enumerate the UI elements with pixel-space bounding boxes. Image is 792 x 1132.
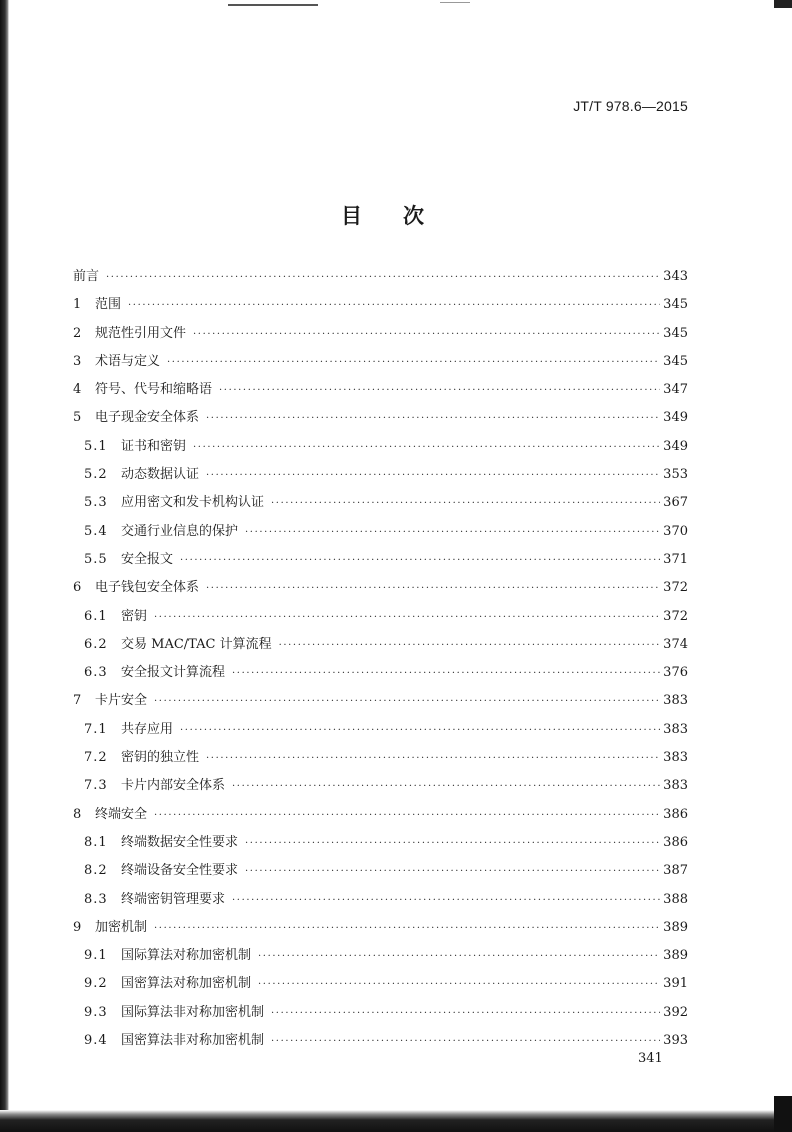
toc-entry-leader-dots bbox=[245, 858, 660, 886]
toc-entry-number: 8.2 bbox=[84, 863, 108, 879]
toc-entry-page: 383 bbox=[663, 778, 688, 794]
toc-entry-number: 5.3 bbox=[84, 495, 108, 511]
toc-entry[interactable] bbox=[73, 489, 688, 517]
toc-entry-number: 8 bbox=[73, 806, 82, 822]
toc-entry-page: 387 bbox=[663, 863, 688, 879]
toc-entry-page: 345 bbox=[663, 353, 688, 369]
toc-entry-leader-dots bbox=[154, 688, 660, 716]
toc-entry-leader-dots bbox=[106, 264, 660, 292]
toc-entry-number: 9 bbox=[73, 919, 82, 935]
toc-entry-leader-dots bbox=[232, 773, 660, 801]
toc-entry-label: 终端数据安全性要求 bbox=[121, 834, 239, 850]
toc-entry[interactable] bbox=[73, 1027, 688, 1055]
toc-entry-number: 9.3 bbox=[84, 1004, 108, 1020]
toc-entry-leader-dots bbox=[232, 887, 660, 915]
toc-entry[interactable] bbox=[73, 461, 688, 489]
toc-title-char-1: 目 bbox=[341, 204, 362, 228]
toc-entry-page: 349 bbox=[663, 410, 688, 426]
toc-entry-leader-dots bbox=[180, 547, 660, 575]
toc-entry-leader-dots bbox=[206, 575, 660, 603]
toc-entry-number: 5.4 bbox=[84, 523, 108, 539]
toc-entry-label: 交通行业信息的保护 bbox=[121, 523, 239, 539]
toc-entry-page: 391 bbox=[663, 976, 688, 992]
toc-entry-leader-dots bbox=[271, 1028, 660, 1056]
toc-entry-page: 371 bbox=[663, 551, 688, 567]
toc-entry[interactable] bbox=[73, 687, 688, 715]
toc-entry[interactable] bbox=[73, 404, 688, 432]
toc-entry-label: 交易 MAC/TAC 计算流程 bbox=[121, 636, 272, 652]
toc-entry-leader-dots bbox=[245, 830, 660, 858]
toc-entry-label: 卡片内部安全体系 bbox=[121, 778, 226, 794]
toc-entry-page: 345 bbox=[663, 297, 688, 313]
toc-entry[interactable] bbox=[73, 320, 688, 348]
scan-edge-bottom bbox=[0, 1110, 792, 1132]
toc-entry-label: 动态数据认证 bbox=[121, 467, 200, 483]
toc-entry-leader-dots bbox=[193, 321, 660, 349]
toc-entry[interactable] bbox=[73, 999, 688, 1027]
toc-entry-leader-dots bbox=[258, 943, 660, 971]
scan-edge-top-right bbox=[774, 0, 792, 8]
toc-entry-page: 383 bbox=[663, 721, 688, 737]
toc-entry-page: 374 bbox=[663, 636, 688, 652]
toc-entry-label: 前言 bbox=[73, 269, 100, 284]
toc-entry-page: 372 bbox=[663, 580, 688, 596]
toc-entry-label: 终端设备安全性要求 bbox=[121, 863, 239, 879]
toc-entry-number: 9.1 bbox=[84, 948, 108, 964]
toc-entry-number: 7.3 bbox=[84, 778, 108, 794]
toc-entry-number: 9.2 bbox=[84, 976, 108, 992]
toc-entry-number: 5.5 bbox=[84, 551, 108, 567]
toc-entry-number: 6.1 bbox=[84, 608, 108, 624]
toc-entry-number: 6.3 bbox=[84, 665, 108, 681]
toc-entry-number: 9.4 bbox=[84, 1033, 108, 1049]
toc-entry[interactable] bbox=[73, 970, 688, 998]
toc-entry-label: 电子钱包安全体系 bbox=[95, 580, 200, 596]
toc-entry-leader-dots bbox=[154, 915, 660, 943]
toc-entry-leader-dots bbox=[206, 405, 660, 433]
toc-entry-label: 密钥 bbox=[121, 608, 148, 624]
toc-entry-label: 国密算法非对称加密机制 bbox=[121, 1033, 265, 1049]
toc-entry-number: 6 bbox=[73, 580, 82, 596]
toc-entry[interactable] bbox=[73, 376, 688, 404]
toc-entry-leader-dots bbox=[219, 377, 660, 405]
toc-entry-page: 383 bbox=[663, 750, 688, 766]
toc-entry[interactable] bbox=[73, 574, 688, 602]
toc-entry-page: 367 bbox=[663, 495, 688, 511]
toc-entry[interactable] bbox=[73, 744, 688, 772]
toc-entry-label: 加密机制 bbox=[95, 919, 148, 935]
scan-line-top bbox=[228, 4, 318, 6]
toc-entry-page: 383 bbox=[663, 693, 688, 709]
toc-entry[interactable] bbox=[73, 546, 688, 574]
toc-entry[interactable] bbox=[73, 829, 688, 857]
toc-entry[interactable] bbox=[73, 631, 688, 659]
toc-entry-number: 6.2 bbox=[84, 636, 108, 652]
toc-entry[interactable] bbox=[73, 772, 688, 800]
toc-entry-label: 国际算法对称加密机制 bbox=[121, 948, 252, 964]
toc-entry-leader-dots bbox=[154, 604, 660, 632]
toc-entry[interactable] bbox=[73, 518, 688, 546]
toc-entry-number: 5.2 bbox=[84, 467, 108, 483]
toc-entry-page: 389 bbox=[663, 948, 688, 964]
toc-entry-number: 5 bbox=[73, 410, 82, 426]
toc-entry-page: 389 bbox=[663, 919, 688, 935]
toc-entry[interactable] bbox=[73, 603, 688, 631]
toc-entry-page: 386 bbox=[663, 834, 688, 850]
toc-entry-label: 终端安全 bbox=[95, 806, 148, 822]
toc-entry-page: 349 bbox=[663, 438, 688, 454]
toc-entry-page: 388 bbox=[663, 891, 688, 907]
toc-entry-number: 7.1 bbox=[84, 721, 108, 737]
toc-entry[interactable] bbox=[73, 263, 688, 291]
toc-entry-label: 术语与定义 bbox=[95, 353, 161, 369]
toc-entry-leader-dots bbox=[128, 292, 660, 320]
toc-entry[interactable] bbox=[73, 801, 688, 829]
toc-entry-page: 370 bbox=[663, 523, 688, 539]
toc-entry-number: 7 bbox=[73, 693, 82, 709]
toc-entry-page: 393 bbox=[663, 1033, 688, 1049]
toc-entry-label: 应用密文和发卡机构认证 bbox=[121, 495, 265, 511]
toc-entry-leader-dots bbox=[271, 490, 660, 518]
toc-entry-label: 规范性引用文件 bbox=[95, 325, 187, 341]
toc-entry-label: 卡片安全 bbox=[95, 693, 148, 709]
toc-entry[interactable] bbox=[73, 716, 688, 744]
scan-edge-bottom-right bbox=[774, 1096, 792, 1132]
toc-entry-label: 安全报文计算流程 bbox=[121, 665, 226, 681]
toc-entry-leader-dots bbox=[245, 519, 660, 547]
toc-entry-leader-dots bbox=[206, 462, 660, 490]
toc-entry-label: 证书和密钥 bbox=[121, 438, 187, 454]
toc-entry-label: 终端密钥管理要求 bbox=[121, 891, 226, 907]
toc-entry-label: 国际算法非对称加密机制 bbox=[121, 1004, 265, 1020]
toc-entry-leader-dots bbox=[279, 632, 661, 660]
toc-entry[interactable] bbox=[73, 942, 688, 970]
toc-entry[interactable] bbox=[73, 348, 688, 376]
document-code: JT/T 978.6—2015 bbox=[573, 98, 688, 114]
scan-edge-left bbox=[0, 0, 9, 1132]
toc-entry-label: 电子现金安全体系 bbox=[95, 410, 200, 426]
toc-entry-number: 2 bbox=[73, 325, 82, 341]
toc-entry-leader-dots bbox=[167, 349, 660, 377]
table-of-contents bbox=[73, 263, 688, 1055]
toc-entry[interactable] bbox=[73, 433, 688, 461]
toc-entry[interactable] bbox=[73, 914, 688, 942]
toc-entry-label: 国密算法对称加密机制 bbox=[121, 976, 252, 992]
toc-entry-number: 8.1 bbox=[84, 834, 108, 850]
toc-entry-leader-dots bbox=[258, 971, 660, 999]
toc-title-char-2: 次 bbox=[403, 204, 424, 228]
toc-entry-leader-dots bbox=[206, 745, 660, 773]
toc-entry-page: 376 bbox=[663, 665, 688, 681]
toc-entry-page: 353 bbox=[663, 467, 688, 483]
toc-entry-leader-dots bbox=[193, 434, 660, 462]
toc-entry-leader-dots bbox=[154, 802, 660, 830]
toc-entry[interactable] bbox=[73, 886, 688, 914]
toc-entry[interactable] bbox=[73, 857, 688, 885]
toc-entry[interactable] bbox=[73, 291, 688, 319]
page-number: 341 bbox=[638, 1051, 663, 1066]
toc-entry-page: 347 bbox=[663, 382, 688, 398]
toc-entry-label: 符号、代号和缩略语 bbox=[95, 382, 213, 398]
toc-entry[interactable] bbox=[73, 659, 688, 687]
toc-entry-label: 安全报文 bbox=[121, 551, 174, 567]
toc-entry-label: 共存应用 bbox=[121, 721, 174, 737]
toc-entry-leader-dots bbox=[271, 1000, 660, 1028]
toc-entry-number: 7.2 bbox=[84, 750, 108, 766]
toc-entry-number: 8.3 bbox=[84, 891, 108, 907]
toc-entry-leader-dots bbox=[232, 660, 660, 688]
toc-entry-label: 密钥的独立性 bbox=[121, 750, 200, 766]
toc-entry-leader-dots bbox=[180, 717, 660, 745]
toc-entry-page: 372 bbox=[663, 608, 688, 624]
toc-entry-page: 386 bbox=[663, 806, 688, 822]
toc-entry-number: 4 bbox=[73, 382, 82, 398]
toc-entry-page: 345 bbox=[663, 325, 688, 341]
toc-entry-number: 3 bbox=[73, 353, 82, 369]
toc-entry-page: 343 bbox=[663, 269, 688, 284]
toc-entry-number: 1 bbox=[73, 297, 82, 313]
scan-line-top-secondary bbox=[440, 2, 470, 3]
toc-entry-number: 5.1 bbox=[84, 438, 108, 454]
toc-entry-page: 392 bbox=[663, 1004, 688, 1020]
toc-entry-label: 范围 bbox=[95, 297, 122, 313]
